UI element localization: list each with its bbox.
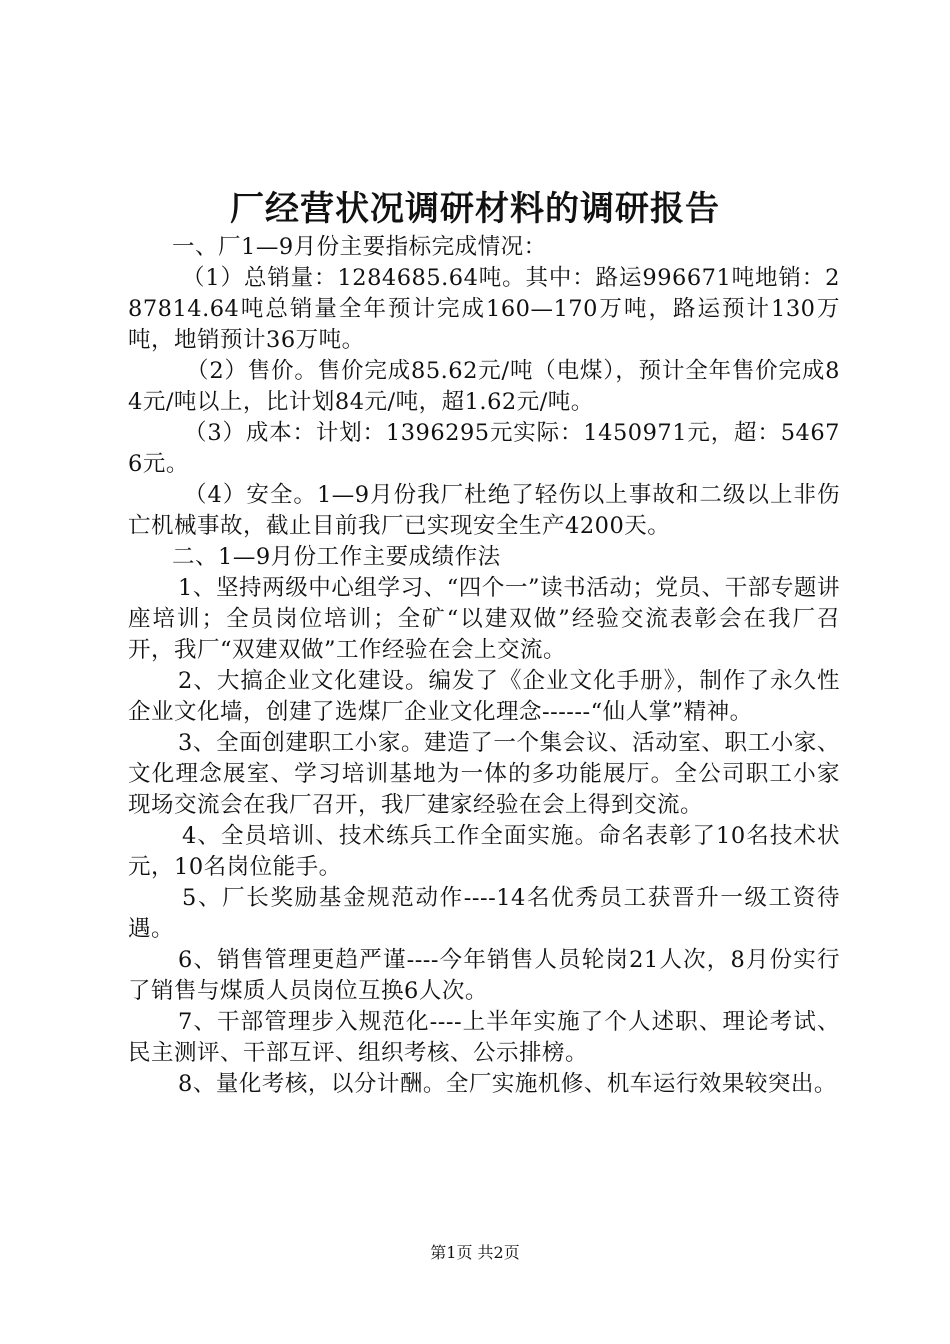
paragraph-item-5: 5、厂长奖励基金规范动作----14名优秀员工获晋升一级工资待遇。: [128, 885, 840, 942]
paragraph-price: （2）售价。售价完成85.62元/吨（电煤），预计全年售价完成84元/吨以上，比计划84元/吨，超1.62元/吨。: [128, 358, 840, 415]
paragraph-item-8: 8、量化考核，以分计酬。全厂实施机修、机车运行效果较突出。: [178, 1071, 837, 1097]
paragraph-item-3: 3、全面创建职工小家。建造了一个集会议、活动室、职工小家、文化理念展室、学习培训基地为一体的多功能展厅。全公司职工小家现场交流会在我厂召开，我厂建家经验在会上得到交流。: [128, 730, 840, 818]
paragraph-item-4: 4、全员培训、技术练兵工作全面实施。命名表彰了10名技术状元，10名岗位能手。: [128, 823, 840, 880]
paragraph-cost: （3）成本：计划：1396295元实际：1450971元，超：54676元。: [128, 420, 840, 477]
paragraph-total-sales: （1）总销量：1284685.64吨。其中：路运996671吨地销：287814.64吨总销量全年预计完成160—170万吨，路运预计130万吨，地销预计36万吨。: [128, 265, 840, 353]
paragraph-item-7: 7、干部管理步入规范化----上半年实施了个人述职、理论考试、民主测评、干部互评、组织考核、公示排榜。: [128, 1009, 840, 1066]
paragraph-item-6: 6、销售管理更趋严谨----今年销售人员轮岗21人次，8月份实行了销售与煤质人员岗位互换6人次。: [128, 947, 840, 1004]
document-title: 厂经营状况调研材料的调研报告: [230, 189, 720, 229]
paragraph-item-1: 1、坚持两级中心组学习、“四个一”读书活动；党员、干部专题讲座培训；全员岗位培训；全矿“以建双做”经验交流表彰会在我厂召开，我厂“双建双做”工作经验在会上交流。: [128, 575, 840, 663]
paragraph-item-2: 2、大搞企业文化建设。编发了《企业文化手册》，制作了永久性企业文化墙，创建了选煤厂企业文化理念------“仙人掌”精神。: [128, 668, 840, 725]
section-heading-1: 一、厂1—9月份主要指标完成情况：: [172, 234, 547, 260]
document-body: [128, 232, 840, 1100]
page-footer: 第1页 共2页: [430, 1243, 520, 1262]
section-heading-2: 二、1—9月份工作主要成绩作法: [172, 544, 501, 570]
paragraph-safety: （4）安全。1—9月份我厂杜绝了轻伤以上事故和二级以上非伤亡机械事故，截止目前我厂已实现安全生产4200天。: [128, 482, 840, 539]
